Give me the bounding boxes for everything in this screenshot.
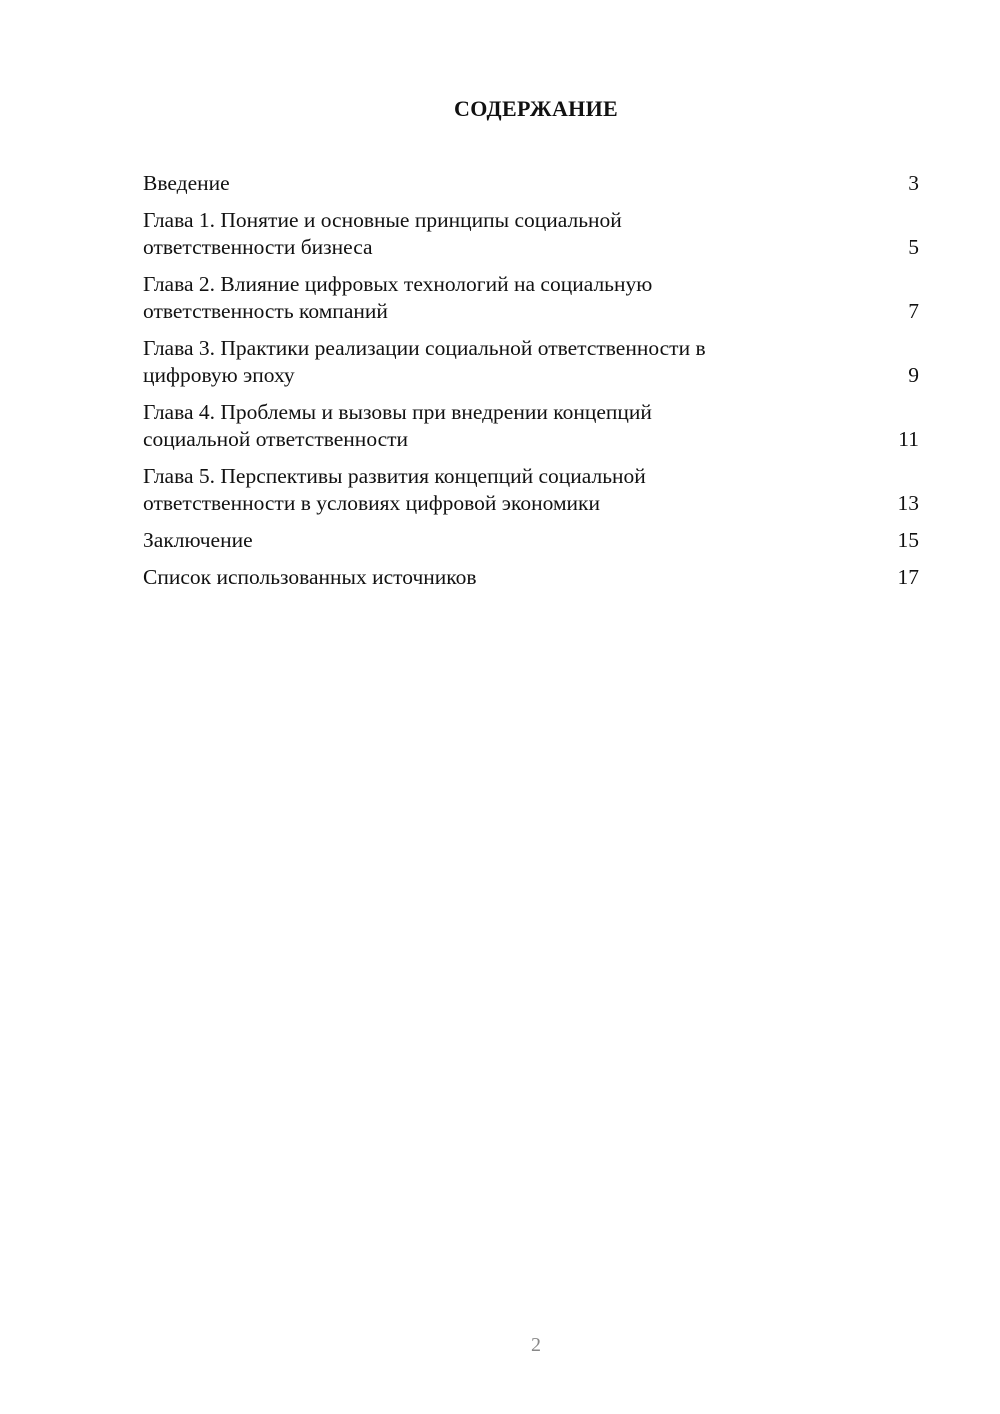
toc-entry-label (143, 463, 889, 517)
toc-entry-line: Глава 5. Перспективы развития концепций социальной (143, 464, 646, 488)
toc-entry-page: 15 (897, 528, 919, 552)
toc-entry-introduction (143, 170, 919, 197)
toc-entry-line: Глава 3. Практики реализации социальной ответственности в (143, 336, 706, 360)
toc-entry-line: Глава 1. Понятие и основные принципы социальной (143, 208, 622, 232)
toc-entry-page: 5 (908, 235, 919, 259)
toc-entry-label (143, 335, 889, 389)
toc-entry-references (143, 564, 919, 591)
toc-entry-line: Глава 4. Проблемы и вызовы при внедрении концепций (143, 400, 652, 424)
page-number: 2 (531, 1334, 541, 1356)
toc-entry-label (143, 399, 889, 453)
toc-entry-chapter-5 (143, 463, 919, 517)
toc-entry-chapter-2 (143, 271, 919, 325)
toc-entry-page: 17 (897, 565, 919, 589)
toc-entry-chapter-3 (143, 335, 919, 389)
toc-entry-line: Заключение (143, 528, 253, 552)
toc-entry-page: 3 (908, 171, 919, 195)
toc-entry-page: 13 (897, 491, 919, 515)
toc-entry-chapter-1 (143, 207, 919, 261)
toc-entry-page: 7 (908, 299, 919, 323)
toc-title: СОДЕРЖАНИЕ (454, 96, 618, 121)
toc-entry-line: ответственности в условиях цифровой экономики (143, 491, 601, 515)
toc-entry-chapter-4 (143, 399, 919, 453)
toc-entry-line: цифровую эпоху (143, 363, 295, 387)
toc-entry-label (143, 564, 889, 591)
toc-entry-label (143, 170, 889, 197)
toc-entry-line: социальной ответственности (143, 427, 409, 451)
toc-entry-page: 9 (908, 363, 919, 387)
toc-entry-line: Глава 2. Влияние цифровых технологий на социальную (143, 272, 653, 296)
toc-entry-label (143, 527, 889, 554)
toc-entry-line: Введение (143, 171, 230, 195)
toc-entry-label (143, 271, 889, 325)
toc-entry-line: ответственности бизнеса (143, 235, 373, 259)
toc-entry-conclusion (143, 527, 919, 554)
toc-entry-page: 11 (898, 427, 919, 451)
table-of-contents (143, 170, 919, 601)
toc-entry-line: Список использованных источников (143, 565, 477, 589)
toc-entry-label (143, 207, 889, 261)
toc-entry-line: ответственность компаний (143, 299, 388, 323)
